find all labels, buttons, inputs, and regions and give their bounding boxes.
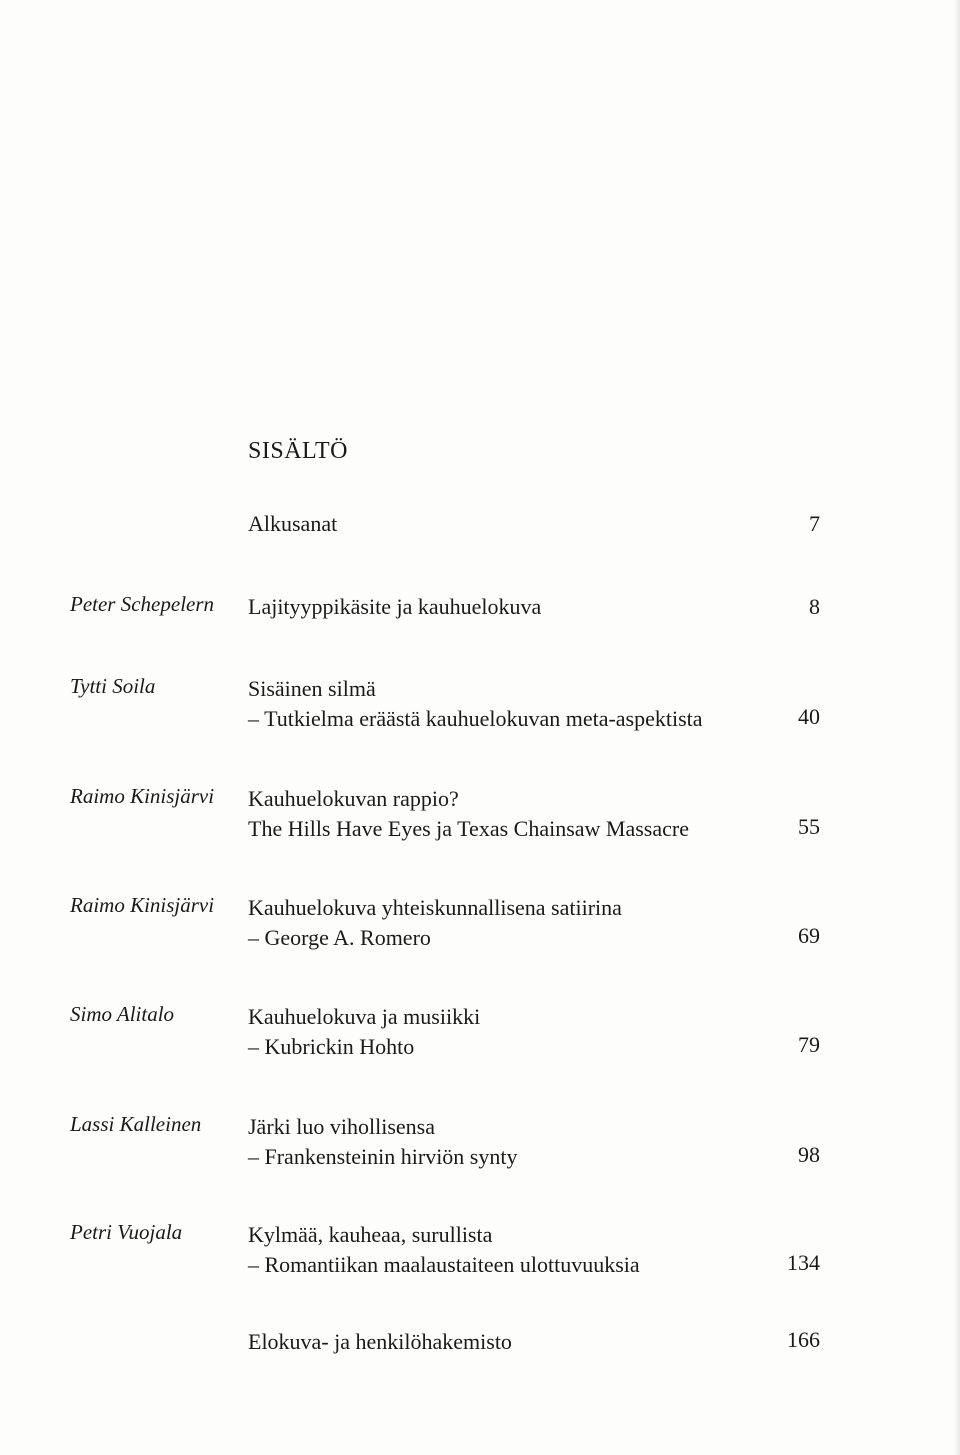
entry-title-line1: Kauhuelokuvan rappio? (248, 786, 459, 811)
entry-title-line1: Sisäinen silmä (248, 676, 376, 701)
entry-page-number: 134 (787, 1250, 820, 1275)
entry-page-number: 166 (787, 1327, 820, 1352)
entry-title-line1: Kylmää, kauheaa, surullista (248, 1222, 493, 1247)
entry-title (248, 1112, 517, 1172)
entry-page-number: 69 (798, 923, 820, 948)
entry-page-number: 8 (809, 594, 820, 619)
entry-title-line2: – Romantiikan maalaustaiteen ulottuvuuksia (248, 1252, 640, 1277)
entry-title-line2: The Hills Have Eyes ja Texas Chainsaw Massacre (248, 816, 689, 841)
entry-title (248, 1220, 640, 1280)
entry-title-line1: Järki luo vihollisensa (248, 1114, 435, 1139)
entry-title-line1: Lajityyppikäsite ja kauhuelokuva (248, 594, 542, 619)
entry-page-number: 40 (798, 704, 820, 729)
entry-author: Raimo Kinisjärvi (70, 784, 215, 808)
entry-author: Peter Schepelern (70, 592, 215, 616)
page-edge-shadow (954, 0, 960, 1455)
entry-title (248, 674, 703, 734)
entry-author: Tytti Soila (70, 674, 156, 698)
toc-heading: SISÄLTÖ (248, 438, 348, 464)
entry-page-number: 79 (798, 1032, 820, 1057)
entry-title-line1: Kauhuelokuva ja musiikki (248, 1004, 481, 1029)
entry-title-line2: – George A. Romero (248, 925, 431, 950)
entry-title (248, 893, 622, 953)
entry-title-line1: Elokuva- ja henkilöhakemisto (248, 1329, 512, 1354)
entry-page-number: 7 (809, 511, 820, 536)
entry-page-number: 98 (798, 1142, 820, 1167)
entry-author: Lassi Kalleinen (70, 1112, 202, 1136)
entry-author: Petri Vuojala (70, 1220, 183, 1244)
entry-title-line2: – Tutkielma eräästä kauhuelokuvan meta-aspektista (248, 706, 703, 731)
entry-title (248, 1002, 480, 1062)
entry-title (248, 1327, 512, 1357)
entry-page-number: 55 (798, 814, 820, 839)
entry-title (248, 509, 337, 539)
entry-author: Simo Alitalo (70, 1002, 175, 1026)
entry-title-line1: Kauhuelokuva yhteiskunnallisena satiirina (248, 895, 622, 920)
entry-title-line2: – Kubrickin Hohto (248, 1034, 415, 1059)
entry-title-line1: Alkusanat (248, 511, 338, 536)
entry-title (248, 592, 541, 622)
entry-title-line2: – Frankensteinin hirviön synty (248, 1144, 518, 1169)
entry-author: Raimo Kinisjärvi (70, 893, 215, 917)
entry-title (248, 784, 689, 844)
